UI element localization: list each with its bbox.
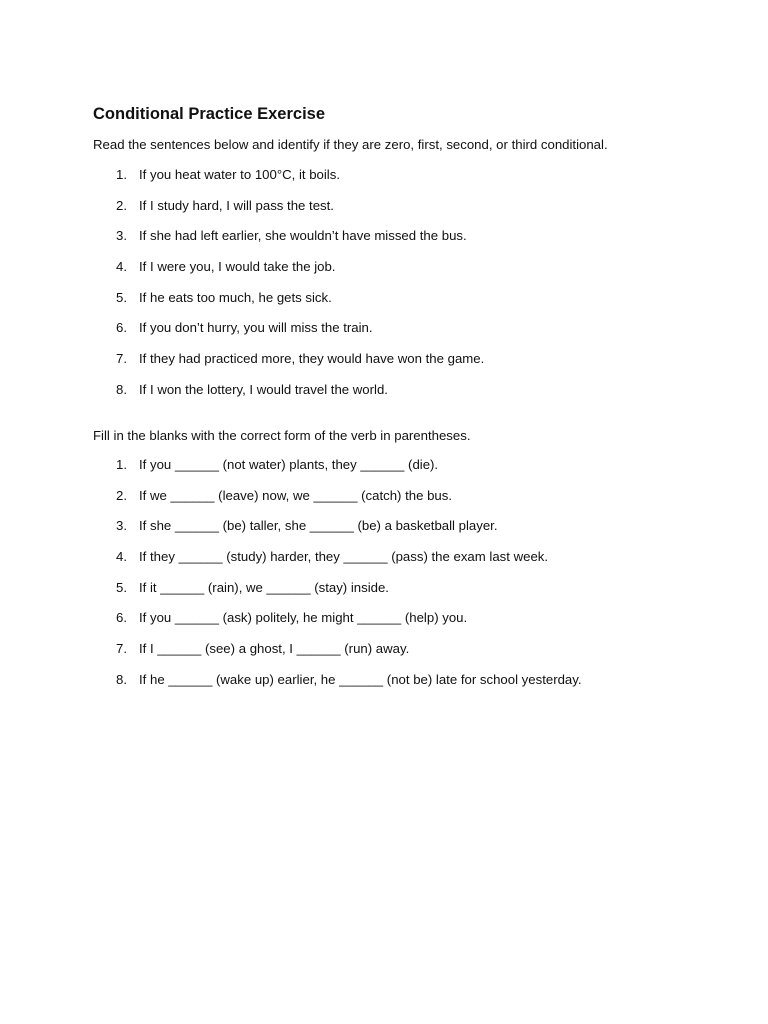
item-text: If we ______ (leave) now, we ______ (catch) the bus. bbox=[139, 487, 453, 503]
item-number: 4. bbox=[116, 549, 127, 565]
item-text: If they had practiced more, they would have won the game. bbox=[139, 351, 485, 367]
item-number: 6. bbox=[116, 610, 127, 626]
item-text: If he ______ (wake up) earlier, he ______ (not be) late for school yesterday. bbox=[139, 671, 582, 687]
section1-instruction: Read the sentences below and identify if they are zero, first, second, or third conditional. bbox=[93, 137, 608, 152]
item-number: 5. bbox=[116, 289, 127, 305]
item-text: If you heat water to 100°C, it boils. bbox=[139, 167, 340, 182]
item-number: 8. bbox=[116, 381, 127, 397]
item-text: If I were you, I would take the job. bbox=[139, 259, 336, 275]
item-text: If I won the lottery, I would travel the world. bbox=[139, 381, 388, 397]
item-number: 3. bbox=[116, 228, 127, 244]
item-text: If you ______ (not water) plants, they ______ (die). bbox=[139, 457, 439, 472]
item-text: If you ______ (ask) politely, he might ______ (help) you. bbox=[139, 610, 468, 626]
item-text: If she had left earlier, she wouldn’t have missed the bus. bbox=[139, 228, 467, 244]
item-text: If it ______ (rain), we ______ (stay) inside. bbox=[139, 579, 389, 595]
item-number: 4. bbox=[116, 259, 127, 275]
item-number: 1. bbox=[116, 167, 127, 182]
item-text: If she ______ (be) taller, she ______ (be) a basketball player. bbox=[139, 518, 498, 534]
item-text: If I ______ (see) a ghost, I ______ (run) away. bbox=[139, 641, 410, 657]
item-number: 5. bbox=[116, 579, 127, 595]
item-number: 2. bbox=[116, 487, 127, 503]
section2-instruction: Fill in the blanks with the correct form of the verb in parentheses. bbox=[93, 428, 471, 443]
item-number: 1. bbox=[116, 457, 127, 472]
item-number: 7. bbox=[116, 351, 127, 367]
item-number: 6. bbox=[116, 320, 127, 336]
item-text: If he eats too much, he gets sick. bbox=[139, 289, 332, 305]
item-number: 3. bbox=[116, 518, 127, 534]
item-text: If you don’t hurry, you will miss the train. bbox=[139, 320, 373, 336]
item-text: If I study hard, I will pass the test. bbox=[139, 197, 334, 213]
item-number: 2. bbox=[116, 197, 127, 213]
page-title: Conditional Practice Exercise bbox=[93, 105, 326, 123]
item-number: 7. bbox=[116, 641, 127, 657]
item-number: 8. bbox=[116, 671, 127, 687]
item-text: If they ______ (study) harder, they ______ (pass) the exam last week. bbox=[139, 549, 549, 565]
